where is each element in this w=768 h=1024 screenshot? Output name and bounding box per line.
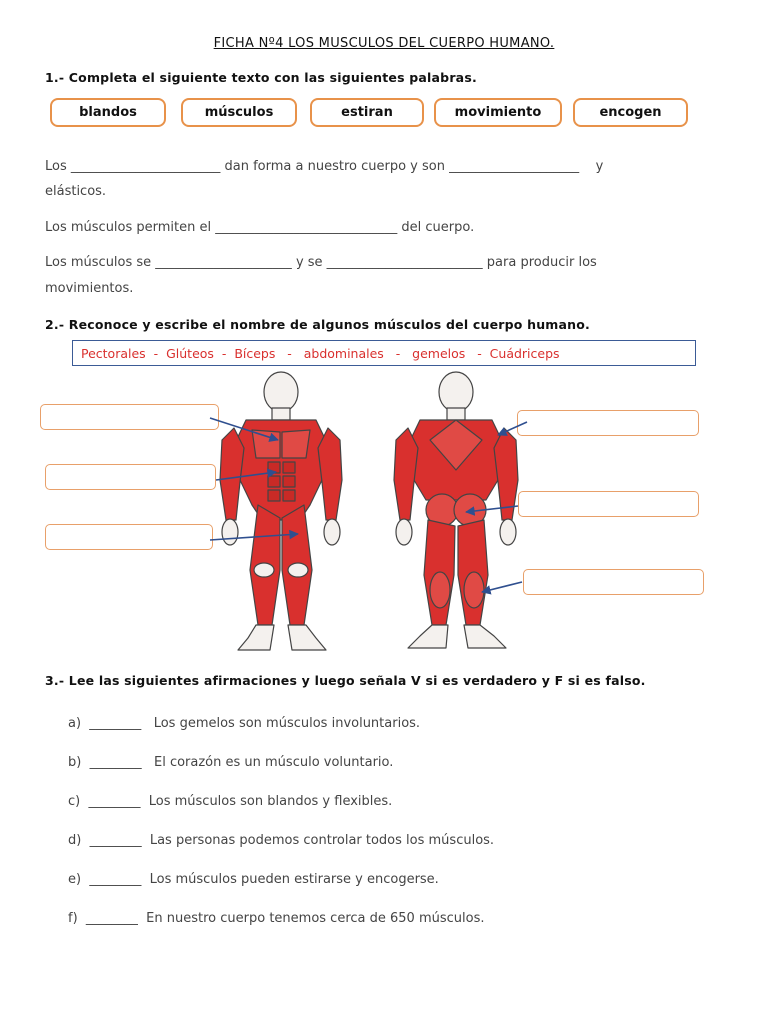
statement-f: f) ________ En nuestro cuerpo tenemos cerca de 650 músculos. [68, 911, 485, 926]
word-box-movimiento: movimiento [434, 98, 562, 127]
page-title: FICHA Nº4 LOS MUSCULOS DEL CUERPO HUMANO. [213, 36, 555, 51]
fill-line-2: Los músculos permiten el ____________________________ del cuerpo. [45, 220, 475, 235]
arrow-gemelos [482, 582, 522, 592]
word-box-blandos: blandos [50, 98, 166, 127]
muscle-word-bank: Pectorales - Glúteos - Bíceps - abdominales - gemelos - Cuádriceps [72, 340, 696, 366]
statement-c: c) ________ Los músculos son blandos y flexibles. [68, 794, 393, 809]
question-2-heading: 2.- Reconoce y escribe el nombre de algunos músculos del cuerpo humano. [45, 317, 590, 332]
back-body-figure [394, 372, 518, 648]
statement-b: b) ________ El corazón es un músculo voluntario. [68, 755, 394, 770]
question-1-heading: 1.- Completa el siguiente texto con las siguientes palabras. [45, 70, 477, 85]
statement-d: d) ________ Las personas podemos controlar todos los músculos. [68, 833, 495, 848]
statement-e: e) ________ Los músculos pueden estirarse y encogerse. [68, 872, 439, 887]
word-box-estiran: estiran [310, 98, 424, 127]
question-3-heading: 3.- Lee las siguientes afirmaciones y luego señala V si es verdadero y F si es falso. [45, 673, 646, 688]
fill-line-3-cont: movimientos. [45, 281, 134, 296]
fill-line-1-cont: elásticos. [45, 184, 107, 199]
statement-a: a) ________ Los gemelos son músculos involuntarios. [68, 716, 421, 731]
word-box-musculos: músculos [181, 98, 297, 127]
word-box-encogen: encogen [573, 98, 688, 127]
front-body-figure [220, 372, 342, 650]
arrow-biceps [498, 422, 527, 435]
fill-line-3: Los músculos se _____________________ y se ________________________ para producir los [45, 255, 597, 270]
fill-line-1: Los _______________________ dan forma a nuestro cuerpo y son ____________________ y [45, 159, 604, 174]
